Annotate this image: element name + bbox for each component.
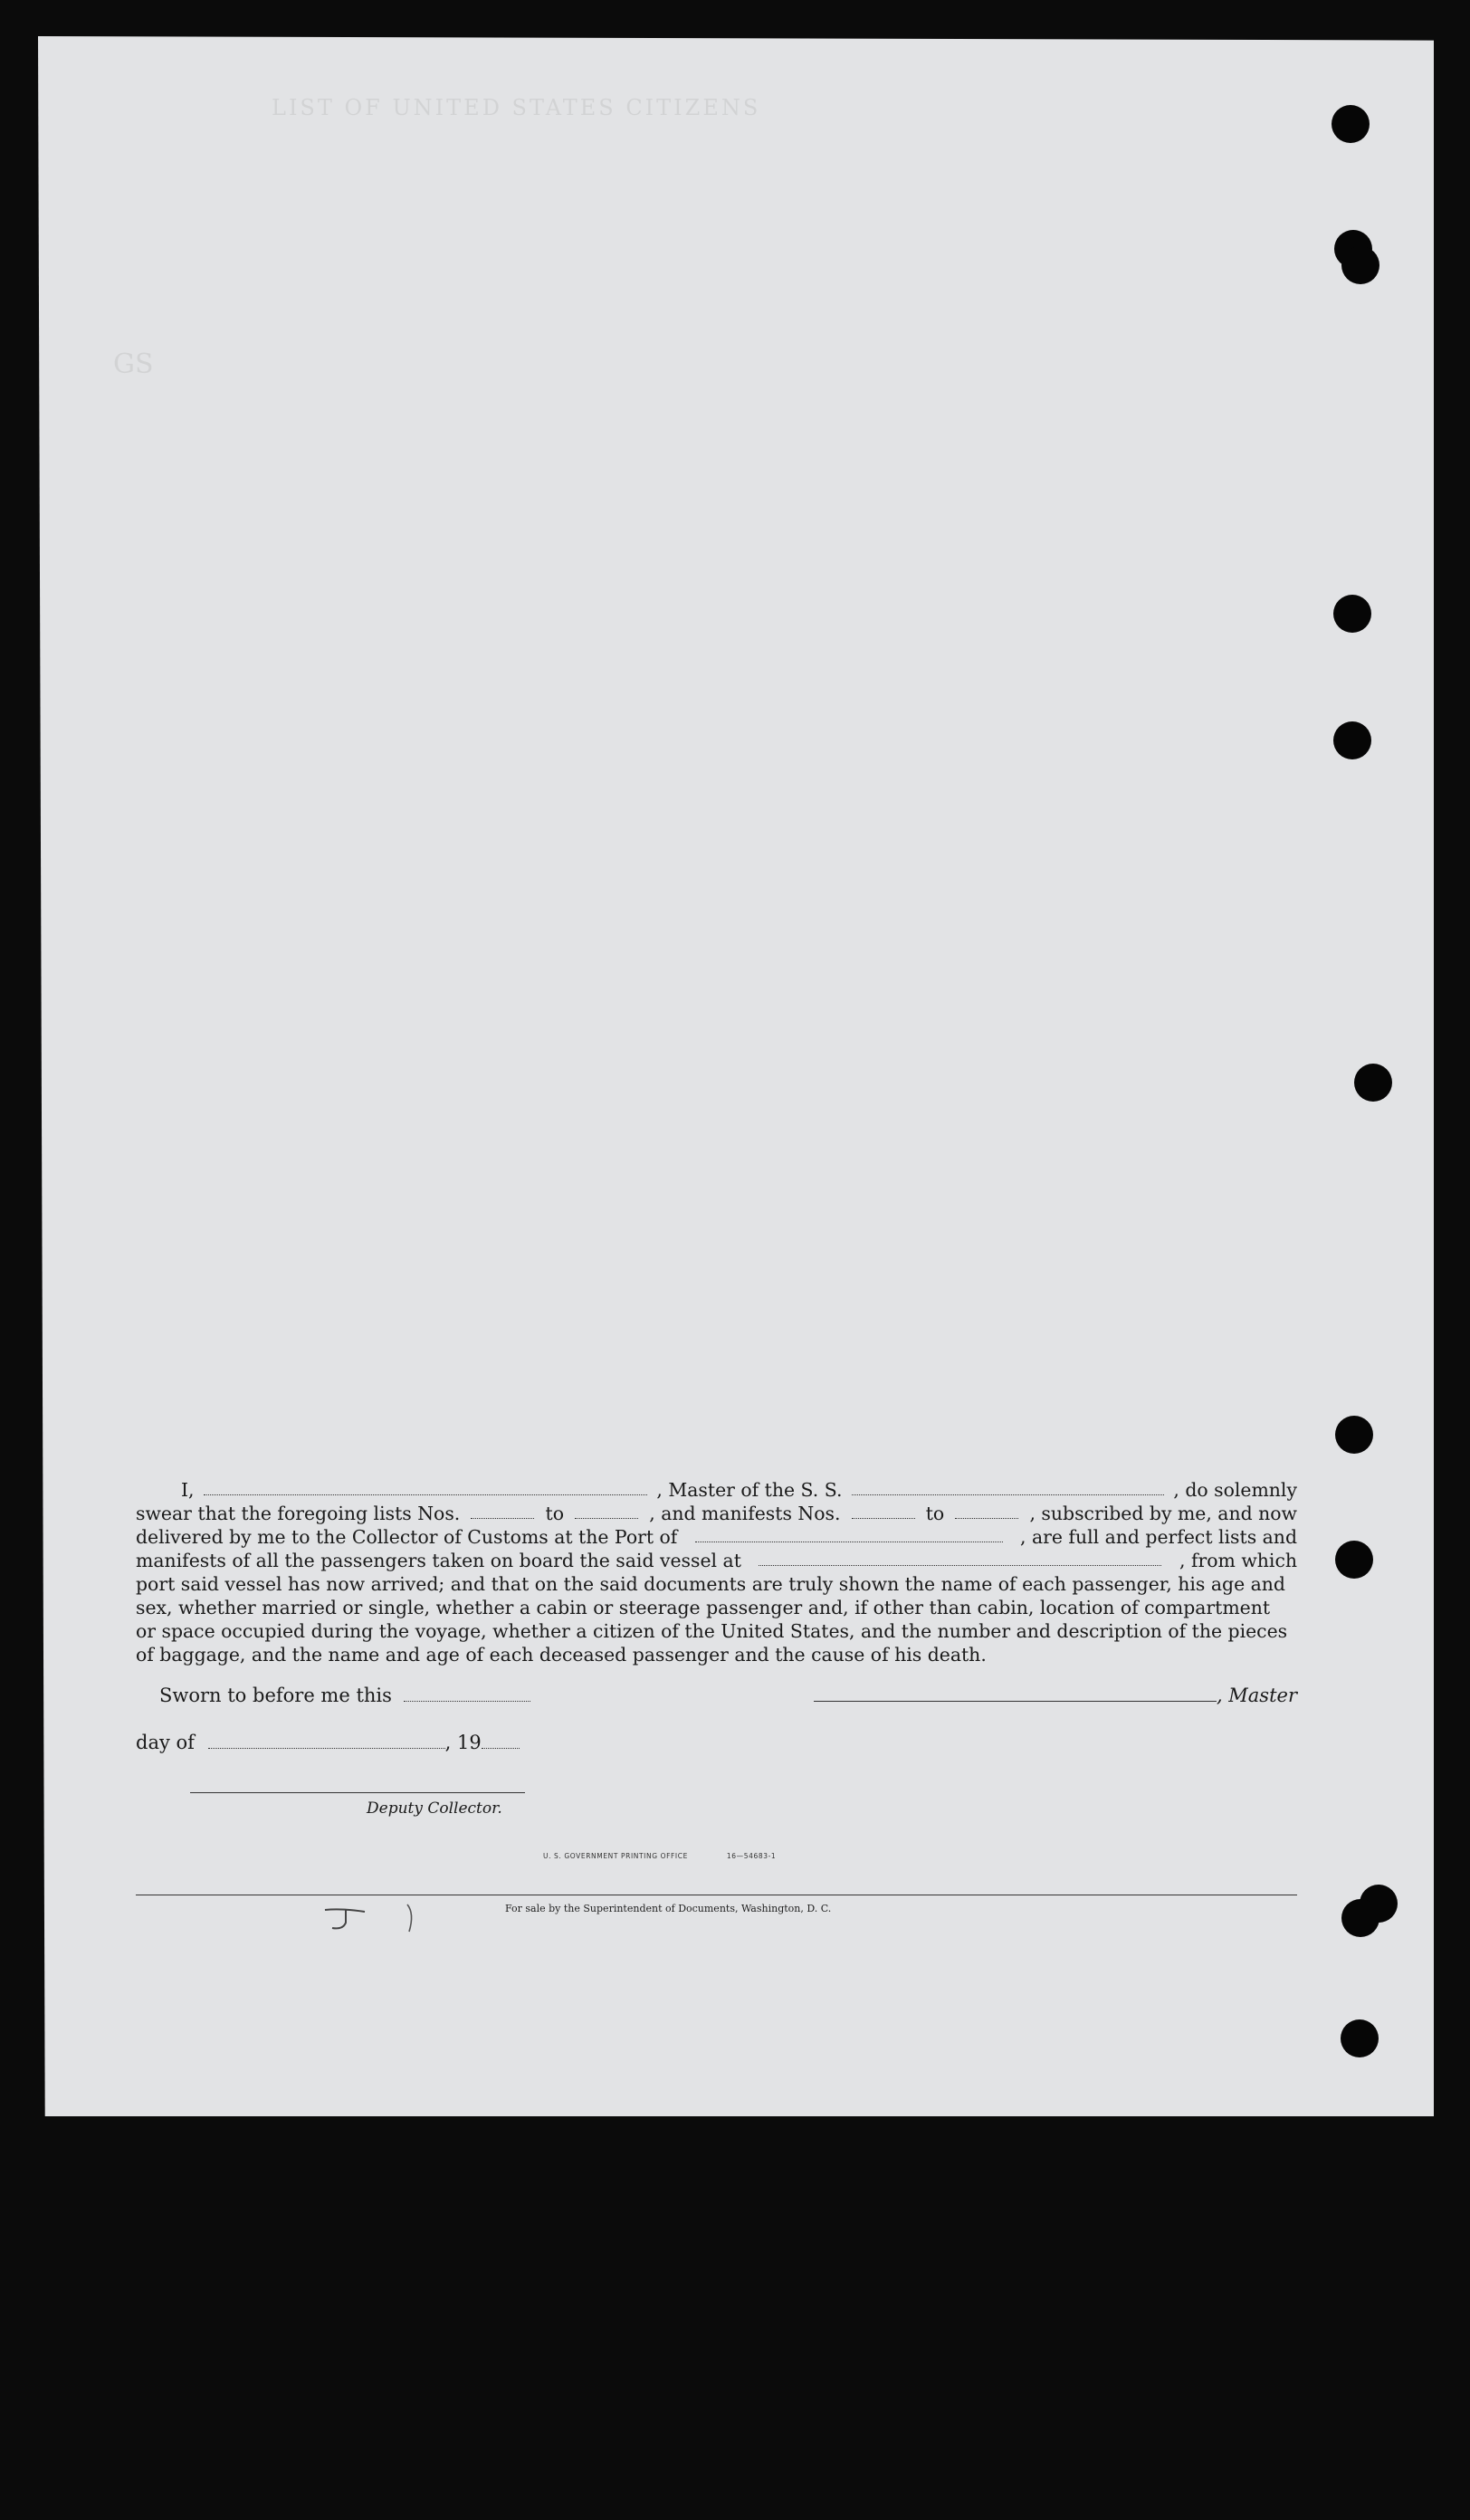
punch-hole: [1341, 246, 1379, 284]
punch-hole: [1335, 1416, 1373, 1454]
bleed-through-heading: LIST OF UNITED STATES CITIZENS: [272, 95, 761, 120]
oath-paragraph: [136, 1478, 1297, 1666]
oath-text: , from which: [1179, 1550, 1297, 1571]
signature-block: [136, 1679, 1297, 1824]
oath-line: [136, 1525, 1297, 1549]
oath-line: [136, 1572, 1297, 1596]
manifest-from-blank: [852, 1502, 915, 1519]
date-line: [136, 1732, 520, 1753]
oath-text: to: [545, 1503, 565, 1524]
oath-text: or space occupied during the voyage, whether a citizen of the United States, and the number and description of the pieces: [136, 1620, 1288, 1642]
sworn-label: Sworn to before me this: [159, 1685, 392, 1706]
master-signature-blank: [814, 1685, 1217, 1702]
punch-hole: [1333, 721, 1371, 759]
deputy-signature-rule: [190, 1792, 525, 1793]
port-blank: [695, 1525, 1003, 1542]
oath-text: to: [925, 1503, 945, 1524]
year-blank: [482, 1732, 520, 1749]
oath-text: , do solemnly: [1173, 1479, 1297, 1501]
deputy-collector-label: Deputy Collector.: [367, 1799, 502, 1818]
punch-hole: [1335, 1541, 1373, 1579]
oath-text: delivered by me to the Collector of Customs at the Port of: [136, 1526, 678, 1548]
pencil-mark: [321, 1901, 421, 1937]
punch-hole: [1332, 105, 1370, 143]
oath-line: [136, 1643, 1297, 1666]
oath-line: [136, 1502, 1297, 1525]
punch-hole: [1333, 595, 1371, 633]
master-label: , Master: [1216, 1685, 1297, 1706]
oath-text: manifests of all the passengers taken on board the said vessel at: [136, 1550, 741, 1571]
oath-text: port said vessel has now arrived; and that on the said documents are truly shown the name of each passenger, his age and: [136, 1573, 1285, 1595]
punch-hole: [1354, 1064, 1392, 1102]
manifest-to-blank: [955, 1502, 1018, 1519]
list-from-blank: [471, 1502, 534, 1519]
day-label: day of: [136, 1732, 195, 1753]
oath-text: , and manifests Nos.: [649, 1503, 841, 1524]
oath-text: I,: [181, 1479, 195, 1501]
oath-text: , subscribed by me, and now: [1029, 1503, 1297, 1524]
list-to-blank: [575, 1502, 638, 1519]
oath-text: , Master of the S. S.: [656, 1479, 843, 1501]
sworn-line: [159, 1685, 530, 1706]
oath-text: swear that the foregoing lists Nos.: [136, 1503, 461, 1524]
form-number: 16—54683-1: [726, 1852, 777, 1860]
printer-imprint: [543, 1852, 776, 1860]
bleed-through-mark: GS: [113, 348, 154, 380]
oath-line: [136, 1549, 1297, 1572]
oath-text: , are full and perfect lists and: [1019, 1526, 1297, 1548]
punch-hole: [1341, 1899, 1379, 1937]
vessel-blank: [852, 1478, 1164, 1495]
year-prefix: , 19: [444, 1732, 482, 1753]
sale-notice: For sale by the Superintendent of Documents, Washington, D. C.: [505, 1903, 832, 1914]
embark-port-blank: [759, 1549, 1161, 1566]
oath-line: [136, 1619, 1297, 1643]
master-signature-line: [814, 1685, 1297, 1706]
oath-line: [136, 1596, 1297, 1619]
oath-text: sex, whether married or single, whether a cabin or steerage passenger and, if other than cabin, location of compartment: [136, 1597, 1271, 1618]
month-blank: [208, 1732, 445, 1749]
name-blank: [204, 1478, 647, 1495]
oath-text: of baggage, and the name and age of each deceased passenger and the cause of his death.: [136, 1644, 987, 1666]
gpo-imprint: U. S. GOVERNMENT PRINTING OFFICE: [543, 1852, 688, 1860]
sworn-day-blank: [404, 1685, 530, 1702]
oath-line: [136, 1478, 1297, 1502]
punch-hole: [1341, 2019, 1379, 2057]
